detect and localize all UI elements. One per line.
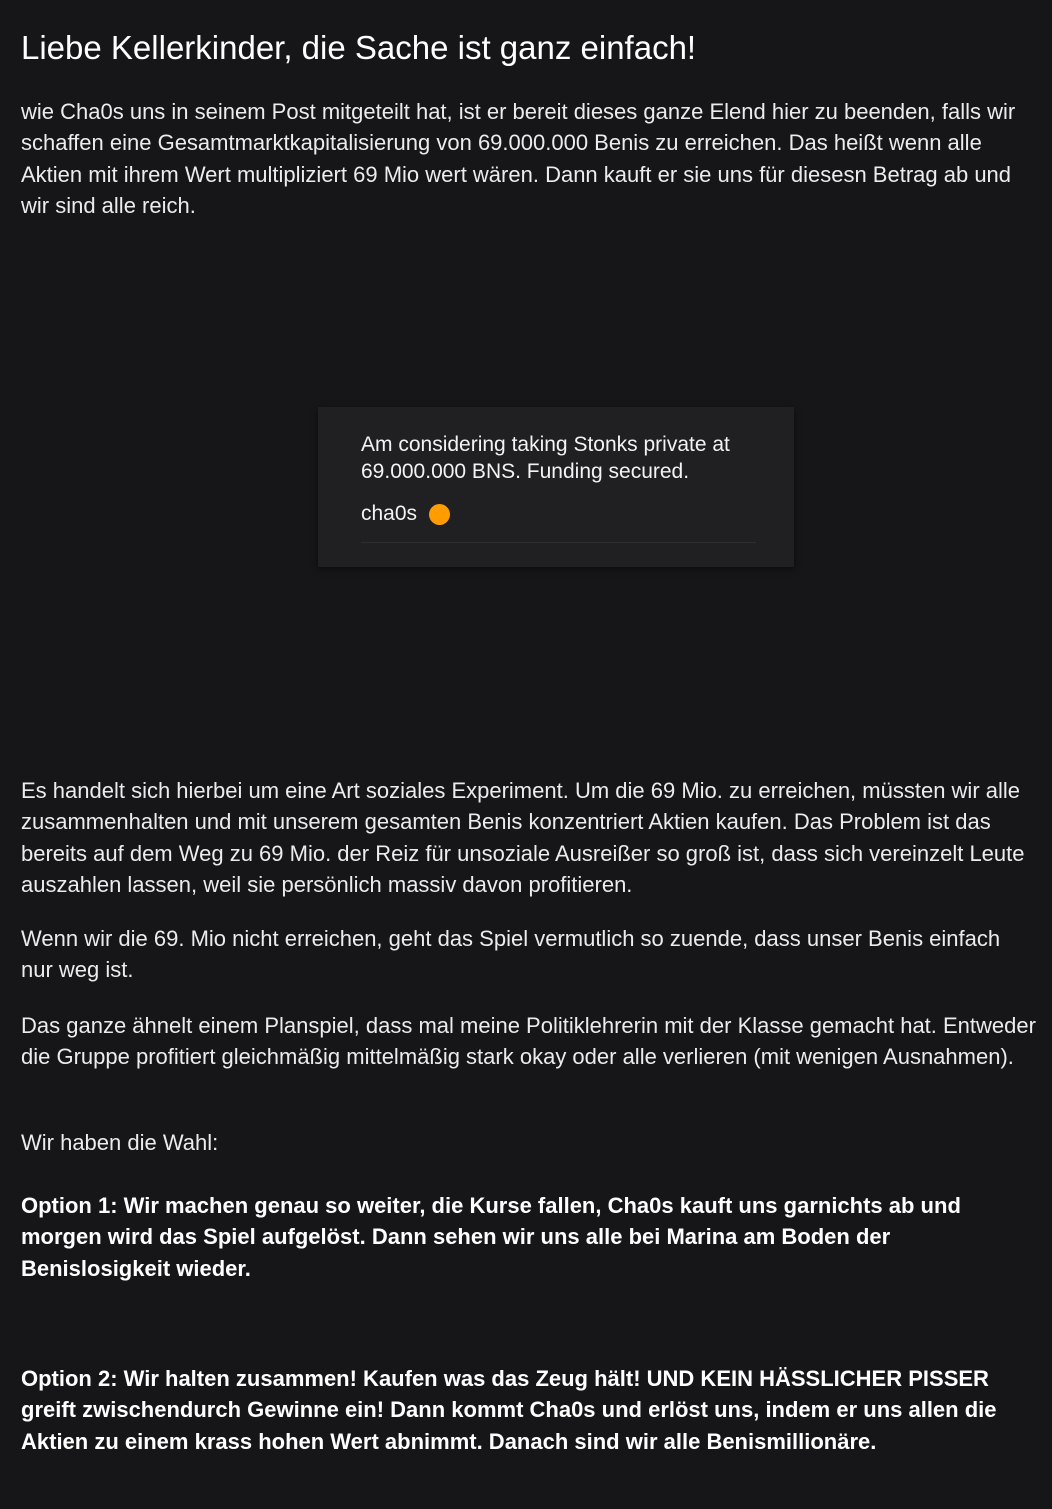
intro-paragraph: wie Cha0s uns in seinem Post mitgeteilt hat, ist er bereit dieses ganze Elend hier zu beenden, falls wir schaffen eine Gesamtmarktkapitalisierung von 69.000.000 Benis zu erreichen. Das heißt wenn alle Aktien mit ihrem Wert multipliziert 69 Mio wert wären. Dann kauft er sie uns für diesesn Betrag ab und wir sind alle reich. (21, 99, 1016, 218)
paragraph-choice: Wir haben die Wahl: (21, 1130, 219, 1155)
author-name: cha0s (361, 502, 418, 525)
user-status-dot-icon (429, 504, 450, 525)
embed-divider (361, 542, 756, 543)
quoted-post-embed (318, 407, 794, 567)
paragraph-outcome: Wenn wir die 69. Mio nicht erreichen, geht das Spiel vermutlich so zuende, dass unser Benis einfach nur weg ist. (21, 926, 1001, 983)
quoted-post-author (361, 501, 450, 527)
quoted-post-text: Am considering taking Stonks private at 69.000.000 BNS. Funding secured. (361, 433, 730, 483)
option-1-text: Option 1: Wir machen genau so weiter, die Kurse fallen, Cha0s kauft uns garnichts ab und morgen wird das Spiel aufgelöst. Dann sehen wir uns alle bei Marina am Boden der Benislosigkeit wieder. (21, 1193, 961, 1281)
option-2-text: Option 2: Wir halten zusammen! Kaufen was das Zeug hält! UND KEIN HÄSSLICHER PISSER greift zwischendurch Gewinne ein! Dann kommt Cha0s und erlöst uns, indem er uns allen die Aktien zu einem krass hohen Wert abnimmt. Danach sind wir alle Benismillionäre. (21, 1366, 997, 1454)
paragraph-experiment: Es handelt sich hierbei um eine Art soziales Experiment. Um die 69 Mio. zu erreichen, müssten wir alle zusammenhalten und mit unserem gesamten Benis konzentriert Aktien kaufen. Das Problem ist das bereits auf dem Weg zu 69 Mio. der Reiz für unsoziale Ausreißer so groß ist, dass sich vereinzelt Leute auszahlen lassen, weil sie persönlich massiv davon profitieren. (21, 778, 1025, 897)
paragraph-planspiel: Das ganze ähnelt einem Planspiel, dass mal meine Politiklehrerin mit der Klasse gemacht hat. Entweder die Gruppe profitiert gleichmäßig mittelmäßig stark okay oder alle verlieren (mit wenigen Ausnahmen). (21, 1013, 1036, 1070)
post-title: Liebe Kellerkinder, die Sache ist ganz einfach! (21, 29, 697, 66)
